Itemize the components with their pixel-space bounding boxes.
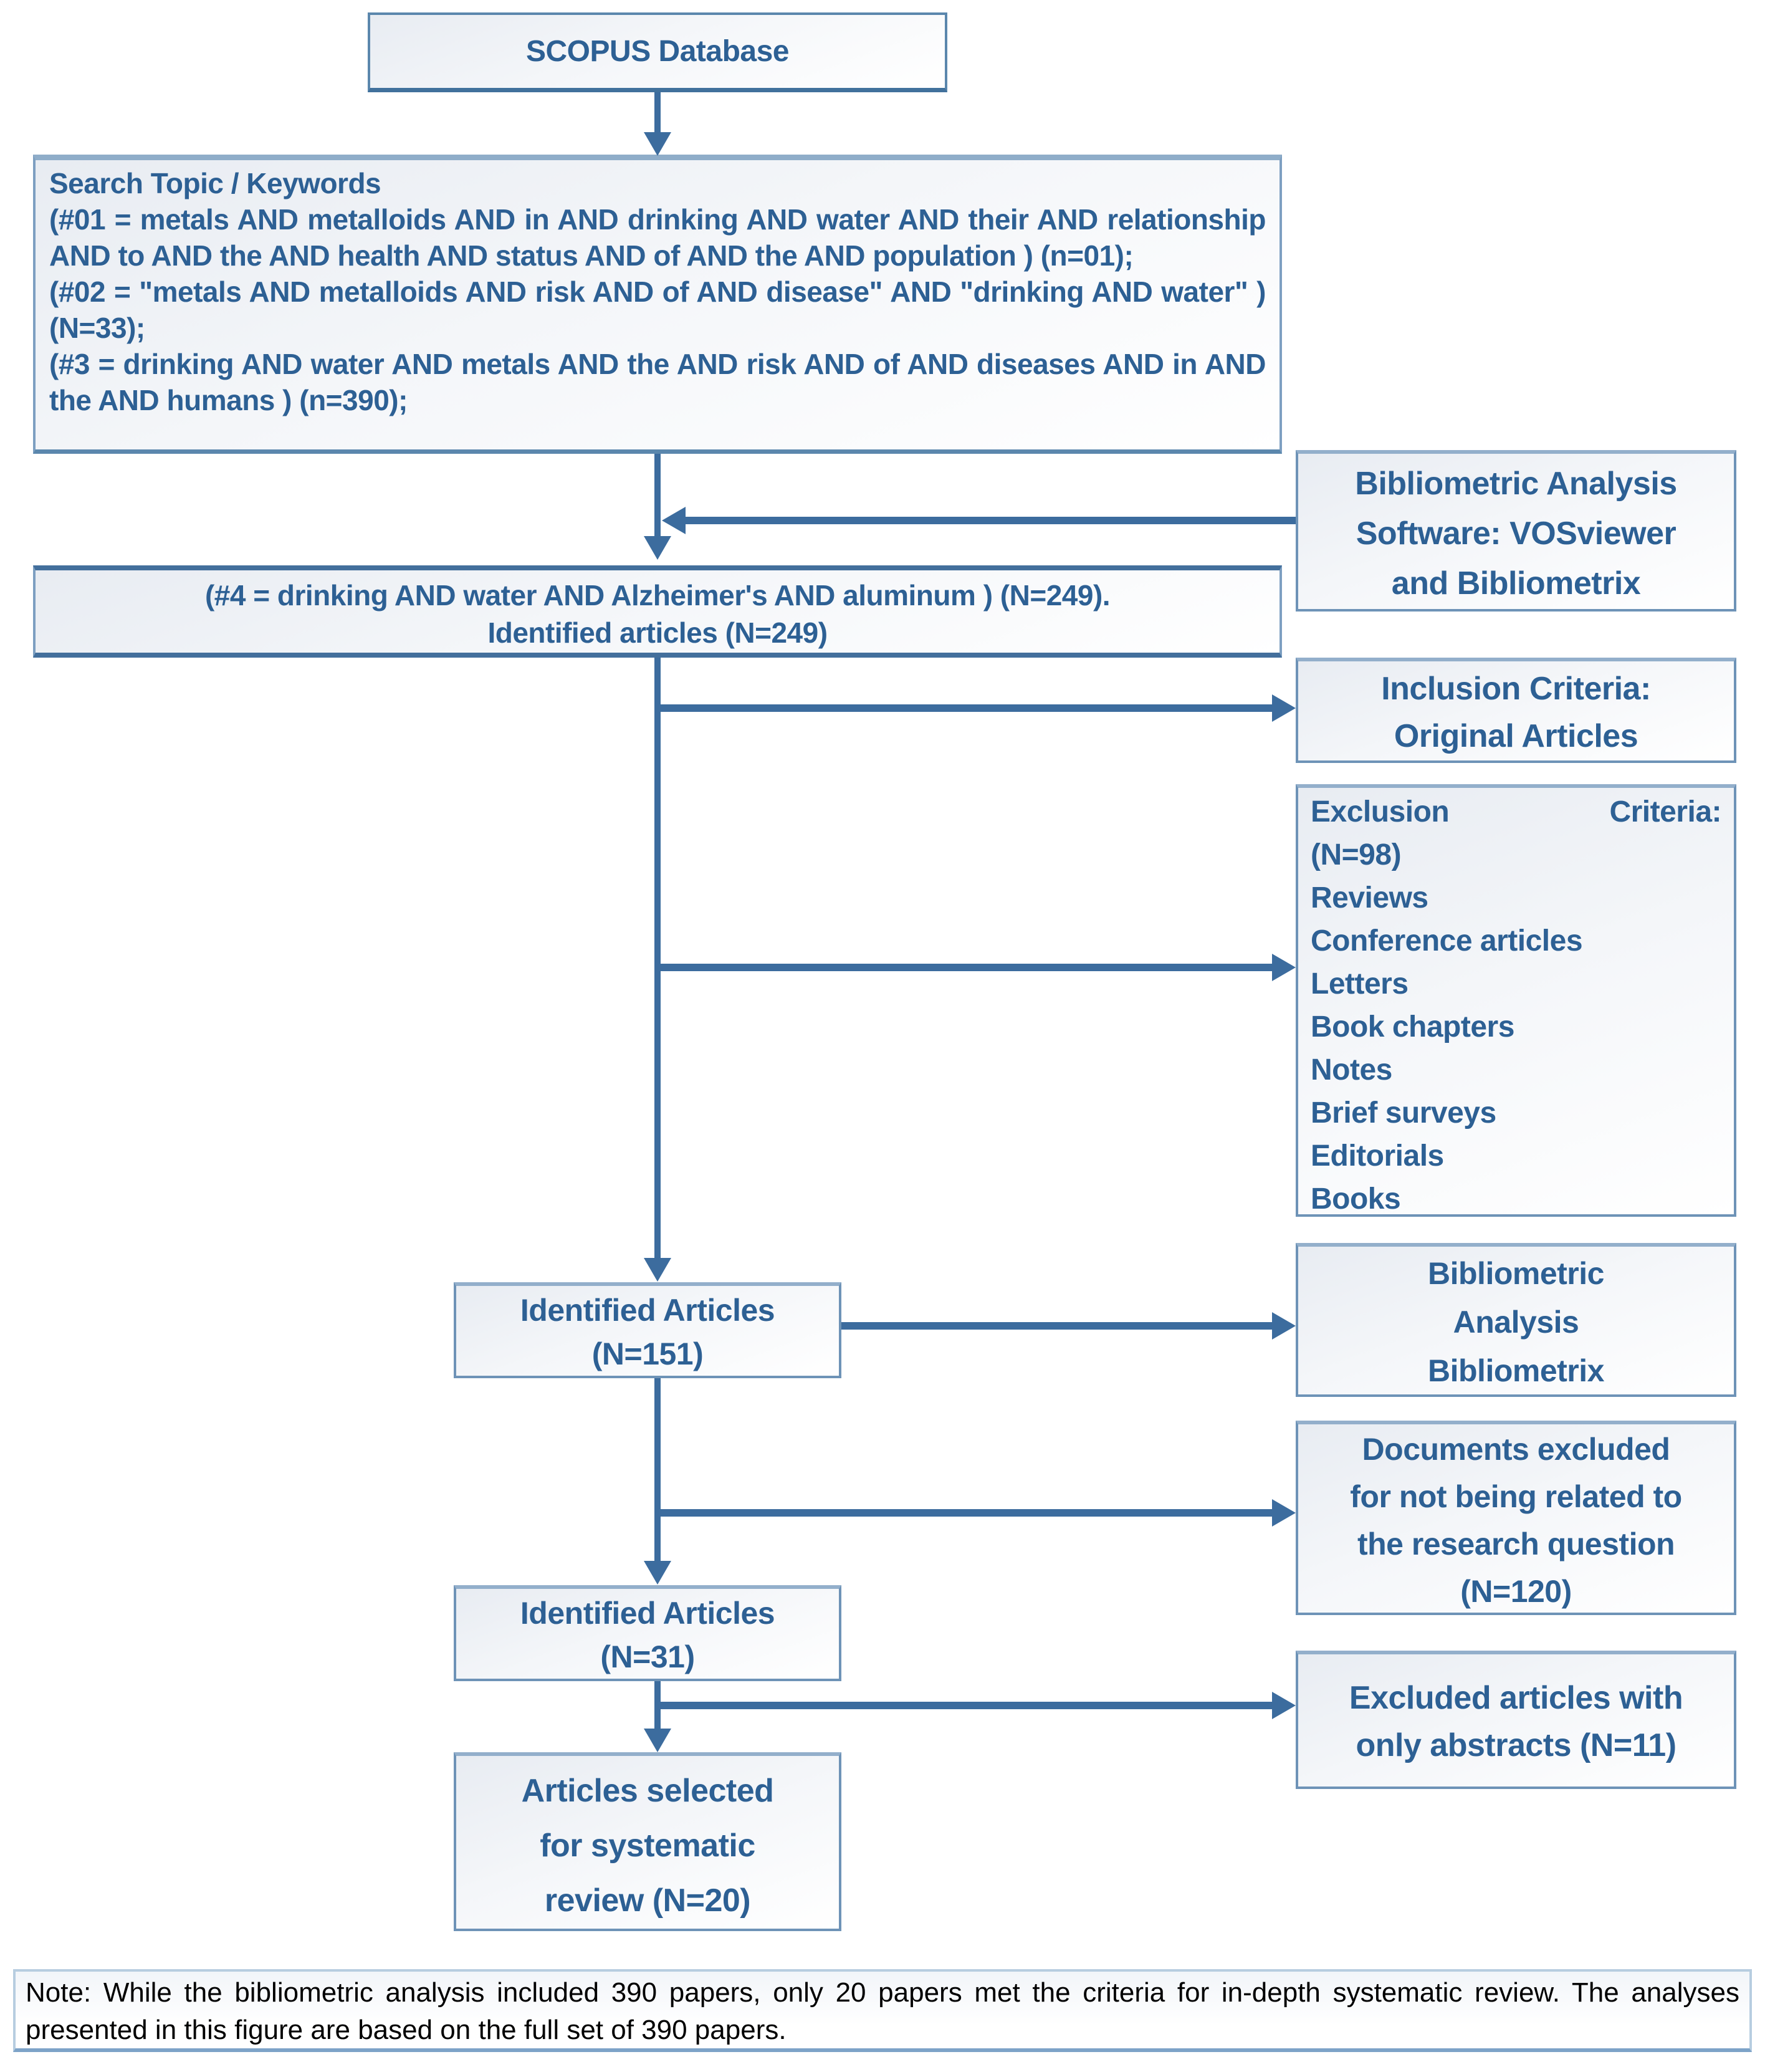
search-keywords-box — [33, 155, 1282, 454]
bibliometrix-analysis-box — [1296, 1243, 1736, 1397]
query4-line2: Identified articles (N=249) — [487, 616, 828, 649]
search-keywords-title: Search Topic / Keywords — [49, 167, 381, 199]
arrow-scopus-to-search-head — [644, 132, 671, 156]
arrow-to-excluded-abstracts-head — [1272, 1692, 1296, 1719]
arrow-to-exclusion-head — [1272, 954, 1296, 981]
arrow-to-excluded-abstracts-stem — [658, 1702, 1275, 1709]
identified-151-line2: (N=151) — [591, 1336, 704, 1371]
exclusion-item: Book chapters — [1311, 1010, 1514, 1043]
bibliometrix-line2: Analysis — [1453, 1305, 1579, 1340]
inclusion-criteria-box — [1296, 658, 1736, 763]
inclusion-line2: Original Articles — [1394, 718, 1638, 754]
arrow-search-to-query4-head — [644, 536, 671, 560]
exclusion-item: Editorials — [1311, 1139, 1444, 1173]
exclusion-item: Conference articles — [1311, 924, 1583, 957]
selected-line1: Articles selected — [521, 1773, 774, 1809]
note-box — [13, 1969, 1752, 2052]
search-query-1: (#01 = metals AND metalloids AND in AND drinking AND water AND their AND relationship AND to AND the AND health AND status AND of AND the AND population ) (n=01); — [49, 203, 1266, 272]
software-line1: Bibliometric Analysis — [1355, 466, 1677, 502]
search-query-3: (#3 = drinking AND water AND metals AND the AND risk AND of AND diseases AND in AND the AND humans ) (n=390); — [49, 348, 1266, 416]
arrow-query4-to-identified151-stem — [654, 658, 661, 1259]
arrow-to-inclusion-stem — [658, 704, 1275, 712]
exclusion-title-right: Criteria: — [1609, 795, 1721, 828]
excluded-abstracts-box — [1296, 1651, 1736, 1789]
arrow-software-to-flow-stem — [686, 517, 1296, 524]
exclusion-item: Books — [1311, 1182, 1401, 1216]
arrow-to-inclusion-head — [1272, 694, 1296, 722]
exclusion-item: Notes — [1311, 1053, 1392, 1086]
selected-line2: for systematic — [540, 1828, 755, 1864]
arrow-query4-to-identified151-head — [644, 1258, 671, 1282]
arrow-identified31-to-selected-head — [644, 1729, 671, 1752]
bibliometrix-line1: Bibliometric — [1428, 1256, 1604, 1291]
documents-excluded-box — [1296, 1421, 1736, 1615]
scopus-database-box — [368, 12, 947, 92]
query4-box — [33, 565, 1282, 658]
bibliometric-software-box — [1296, 450, 1736, 612]
abstracts-line2: only abstracts (N=11) — [1356, 1727, 1677, 1763]
identified-articles-151-box — [454, 1282, 841, 1378]
arrow-to-documents-excluded-stem — [658, 1509, 1275, 1517]
identified-articles-31-box — [454, 1585, 841, 1681]
exclusion-title-left: Exclusion — [1311, 795, 1450, 828]
arrow-to-documents-excluded-head — [1272, 1499, 1296, 1527]
documents-line4: (N=120) — [1460, 1574, 1572, 1609]
arrow-identified151-to-identified31-head — [644, 1561, 671, 1585]
exclusion-item: Reviews — [1311, 881, 1428, 914]
exclusion-item: Letters — [1311, 967, 1409, 1000]
scopus-database-label: SCOPUS Database — [526, 35, 789, 68]
arrow-search-to-query4-stem — [654, 454, 661, 537]
arrow-identified151-to-bibliometrix-head — [1272, 1312, 1296, 1340]
documents-line2: for not being related to — [1350, 1479, 1682, 1514]
arrow-identified151-to-identified31-stem — [654, 1378, 661, 1562]
arrow-identified151-to-bibliometrix-stem — [841, 1322, 1275, 1330]
software-line2: Software: VOSviewer — [1356, 516, 1677, 552]
exclusion-count: (N=98) — [1311, 838, 1402, 871]
exclusion-title-row — [1311, 790, 1721, 833]
selected-articles-box — [454, 1752, 841, 1931]
identified-31-line1: Identified Articles — [520, 1596, 775, 1631]
exclusion-item: Brief surveys — [1311, 1096, 1496, 1130]
documents-line1: Documents excluded — [1362, 1432, 1670, 1467]
exclusion-criteria-box — [1296, 784, 1736, 1217]
note-text: Note: While the bibliometric analysis included 390 papers, only 20 papers met the criteria for in-depth systematic review. The analyses presented in this figure are based on the full set of 390 papers. — [26, 1977, 1739, 2045]
documents-line3: the research question — [1357, 1527, 1675, 1561]
arrow-software-to-flow-head — [662, 507, 686, 534]
selected-line3: review (N=20) — [544, 1883, 751, 1919]
abstracts-line1: Excluded articles with — [1349, 1680, 1683, 1716]
arrow-scopus-to-search-stem — [654, 92, 661, 136]
inclusion-line1: Inclusion Criteria: — [1381, 671, 1651, 707]
identified-31-line2: (N=31) — [600, 1639, 695, 1674]
identified-151-line1: Identified Articles — [520, 1293, 775, 1328]
bibliometrix-line3: Bibliometrix — [1428, 1353, 1604, 1388]
search-query-2: (#02 = "metals AND metalloids AND risk AND of AND disease" AND "drinking AND water" ) (N=33); — [49, 276, 1266, 344]
query4-line1: (#4 = drinking AND water AND Alzheimer's AND aluminum ) (N=249). — [204, 579, 1111, 612]
software-line3: and Bibliometrix — [1391, 565, 1641, 602]
arrow-to-exclusion-stem — [658, 964, 1275, 971]
